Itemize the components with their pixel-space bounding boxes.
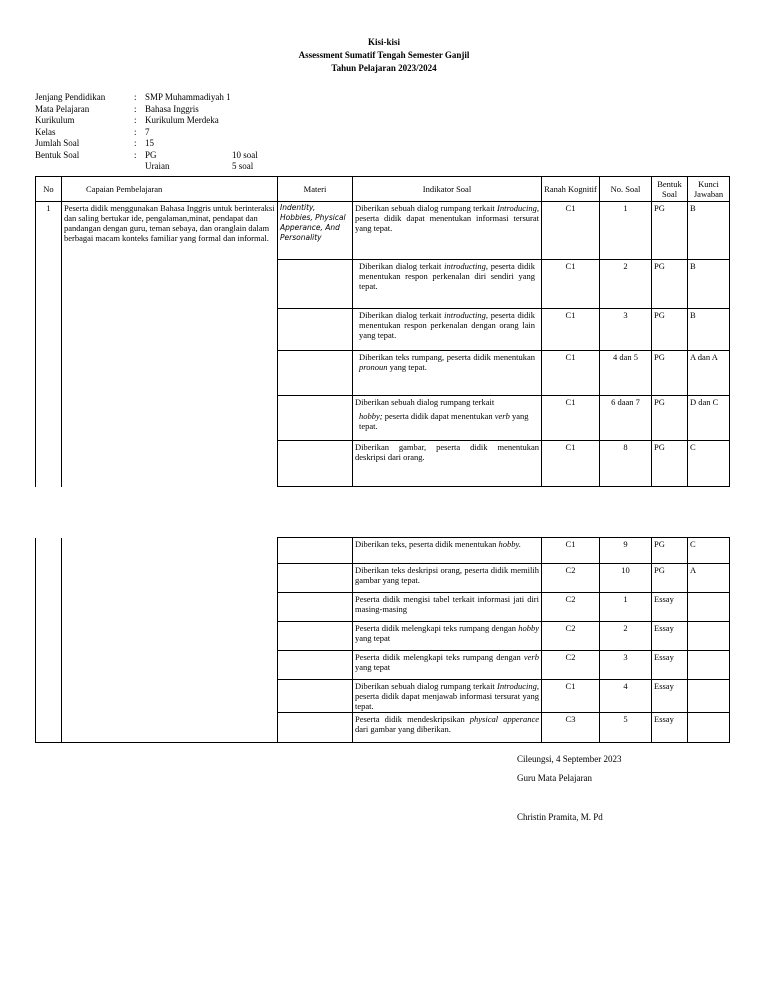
no-soal-cell: 8 [600, 441, 652, 487]
bentuk-cell: Essay [652, 593, 688, 622]
bentuk-cell: Essay [652, 651, 688, 680]
ranah-cell: C2 [542, 564, 600, 593]
kunci-cell: A [688, 564, 730, 593]
header-indikator: Indikator Soal [353, 177, 542, 202]
materi-empty-cell [278, 396, 353, 441]
indikator-cell: Diberikan sebuah dialog rumpang terkait Introducing, peserta didik dapat menentukan informasi tersurat yang tepat. [353, 202, 542, 260]
indikator-cell: Diberikan teks rumpang, peserta didik menentukan pronoun yang tepat. [353, 351, 542, 396]
indikator-cell: Diberikan teks, peserta didik menentukan hobby. [353, 538, 542, 564]
kunci-cell: A dan A [688, 351, 730, 396]
ranah-cell: C1 [542, 441, 600, 487]
bentuk-cell: PG [652, 351, 688, 396]
materi-empty-cell [278, 593, 353, 622]
kunci-cell [688, 593, 730, 622]
ranah-cell: C2 [542, 651, 600, 680]
no-soal-cell: 10 [600, 564, 652, 593]
document-subtitle: Assessment Sumatif Tengah Semester Ganjil [298, 50, 470, 60]
ranah-cell: C1 [542, 538, 600, 564]
kunci-cell [688, 651, 730, 680]
kisi-kisi-table-part2 [35, 537, 730, 743]
kisi-kisi-table-part1 [35, 176, 730, 487]
no-continuation-cell [36, 538, 62, 743]
kunci-cell: B [688, 202, 730, 260]
materi-empty-cell [278, 651, 353, 680]
header-no: No [36, 177, 62, 202]
bentuk-cell: PG [652, 396, 688, 441]
bentuk-cell: PG [652, 441, 688, 487]
bentuk-cell: PG [652, 260, 688, 309]
header-no-soal: No. Soal [600, 177, 652, 202]
bentuk-cell: PG [652, 564, 688, 593]
no-soal-cell: 4 [600, 680, 652, 713]
kunci-cell [688, 680, 730, 713]
table-header-row [36, 177, 730, 202]
indikator-cell: Peserta didik mengisi tabel terkait informasi jati diri masing-masing [353, 593, 542, 622]
materi-empty-cell [278, 680, 353, 713]
capaian-continuation-cell [62, 538, 278, 743]
materi-empty-cell [278, 538, 353, 564]
ranah-cell: C2 [542, 622, 600, 651]
no-soal-cell: 1 [600, 593, 652, 622]
indikator-cell: Diberikan sebuah dialog rumpang terkait Introducing, peserta didik dapat menjawab informasi tersurat yang tepat. [353, 680, 542, 713]
header-materi: Materi [278, 177, 353, 202]
no-soal-cell: 3 [600, 309, 652, 351]
capaian-text: Peserta didik menggunakan Bahasa Inggris untuk berinteraksi dan saling bertukar ide, pengalaman,minat, pendapat dan pandangan dengan guru, teman sebaya, dan oranglain dalam berbagai macam konteks familiar yang formal dan informal. [62, 202, 278, 487]
table-row [36, 538, 730, 564]
indikator-cell: Diberikan gambar, peserta didik menentukan deskripsi dari orang. [353, 441, 542, 487]
indikator-cell: Peserta didik mendeskripsikan physical apperance dari gambar yang diberikan. [353, 713, 542, 743]
document-title: Kisi-kisi [367, 37, 400, 47]
kunci-cell: C [688, 441, 730, 487]
indikator-cell: Diberikan teks deskripsi orang, peserta didik memilih gambar yang tepat. [353, 564, 542, 593]
no-soal-cell: 9 [600, 538, 652, 564]
kunci-cell: C [688, 538, 730, 564]
materi-empty-cell [278, 441, 353, 487]
bentuk-cell: Essay [652, 713, 688, 743]
materi-empty-cell [278, 309, 353, 351]
signature-name: Christin Pramita, M. Pd [517, 812, 603, 822]
indikator-cell: Peserta didik melengkapi teks rumpang dengan hobby yang tepat [353, 622, 542, 651]
materi-empty-cell [278, 351, 353, 396]
materi-empty-cell [278, 713, 353, 743]
header-capaian: Capaian Pembelajaran [62, 177, 278, 202]
signature-place-date: Cileungsi, 4 September 2023 [517, 754, 622, 764]
bentuk-cell: Essay [652, 622, 688, 651]
header-kunci: Kunci Jawaban [688, 177, 730, 202]
materi-empty-cell [278, 260, 353, 309]
ranah-cell: C1 [542, 309, 600, 351]
bentuk-cell: PG [652, 309, 688, 351]
indikator-cell: Diberikan dialog terkait introducting, peserta didik menentukan respon perkenalan dengan orang lain yang tepat. [353, 309, 542, 351]
bentuk-cell: Essay [652, 680, 688, 713]
kunci-cell: D dan C [688, 396, 730, 441]
header-ranah: Ranah Kognitif [542, 177, 600, 202]
no-soal-cell: 5 [600, 713, 652, 743]
no-soal-cell: 1 [600, 202, 652, 260]
no-soal-cell: 2 [600, 260, 652, 309]
bentuk-cell: PG [652, 538, 688, 564]
no-soal-cell: 4 dan 5 [600, 351, 652, 396]
kunci-cell [688, 622, 730, 651]
row-number: 1 [36, 202, 62, 487]
materi-empty-cell [278, 622, 353, 651]
table-row [36, 202, 730, 260]
no-soal-cell: 2 [600, 622, 652, 651]
kunci-cell: B [688, 260, 730, 309]
bentuk-cell: PG [652, 202, 688, 260]
ranah-cell: C1 [542, 680, 600, 713]
indikator-cell: Diberikan dialog terkait introducting, peserta didik menentukan respon perkenalan diri sendiri yang tepat. [353, 260, 542, 309]
indikator-cell: Diberikan sebuah dialog rumpang terkait hobby; peserta didik dapat menentukan verb yang tepat. [353, 396, 542, 441]
ranah-cell: C1 [542, 351, 600, 396]
indikator-cell: Peserta didik melengkapi teks rumpang dengan verb yang tepat [353, 651, 542, 680]
ranah-cell: C1 [542, 260, 600, 309]
kunci-cell: B [688, 309, 730, 351]
no-soal-cell: 6 daan 7 [600, 396, 652, 441]
ranah-cell: C2 [542, 593, 600, 622]
materi-text: Indentity, Hobbies, Physical Apperance, And Personality [278, 202, 353, 260]
no-soal-cell: 3 [600, 651, 652, 680]
signature-role: Guru Mata Pelajaran [517, 773, 592, 783]
materi-empty-cell [278, 564, 353, 593]
ranah-cell: C3 [542, 713, 600, 743]
header-bentuk: Bentuk Soal [652, 177, 688, 202]
kunci-cell [688, 713, 730, 743]
academic-year: Tahun Pelajaran 2023/2024 [331, 63, 437, 73]
ranah-cell: C1 [542, 202, 600, 260]
ranah-cell: C1 [542, 396, 600, 441]
document-title-block [0, 36, 768, 75]
